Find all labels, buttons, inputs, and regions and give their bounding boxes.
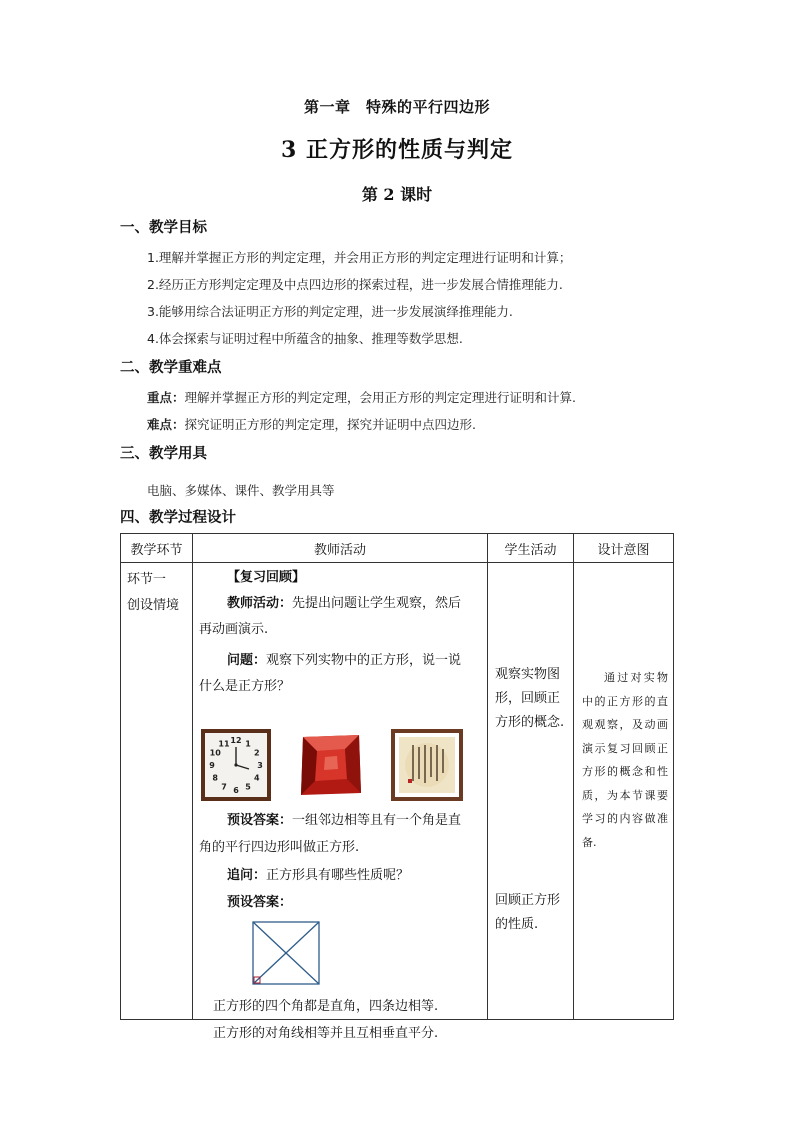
- followup-line: [227, 864, 409, 883]
- tools-heading: 三、教学用具: [120, 446, 207, 462]
- design-intent: 通过对实物中的正方形的直观观察，及动画演示复习回顾正方形的概念和性质，为本节课要学习的内容做准备.: [582, 671, 668, 849]
- header-teacher: 教师活动: [193, 534, 488, 563]
- table-row: [121, 563, 674, 1020]
- followup-label: 追问：: [227, 868, 267, 883]
- followup-text: 正方形具有哪些性质呢？: [266, 868, 410, 883]
- clock-image: [201, 729, 271, 801]
- answer2-label: 预设答案：: [227, 895, 293, 910]
- clock-number: 8: [212, 773, 218, 783]
- lesson-period: 第 2 课时: [361, 185, 433, 204]
- goal-item: 3.能够用综合法证明正方形的判定定理，进一步发展演绎推理能力.: [147, 304, 513, 319]
- clock-number: 6: [233, 786, 239, 795]
- header-intent: 设计意图: [574, 534, 674, 563]
- process-table: [120, 533, 674, 1041]
- property-2: 正方形的对角线相等并且互相垂直平分.: [213, 1026, 439, 1041]
- goal-item: 1.理解并掌握正方形的判定定理，并会用正方形的判定定理进行证明和计算；: [147, 250, 572, 265]
- stage-name: 创设情境: [127, 598, 180, 613]
- difficulty-line: [147, 415, 476, 433]
- clock-number: 7: [221, 782, 227, 792]
- focus-line: [147, 388, 576, 406]
- clock-number: 2: [254, 748, 260, 758]
- goals-heading: 一、教学目标: [120, 220, 207, 236]
- answer-line: [227, 809, 461, 828]
- header-stage: 教学环节: [121, 534, 193, 563]
- process-heading: 四、教学过程设计: [120, 510, 236, 526]
- answer-label: 预设答案：: [227, 813, 293, 828]
- intent-cell: [574, 563, 674, 1020]
- difficulty-text: 探究证明正方形的判定定理，探究并证明中点四边形.: [184, 417, 476, 432]
- tools-text: 电脑、多媒体、课件、教学用具等: [147, 483, 335, 498]
- student-activity-1: 观察实物图形，回顾正方形的概念.: [495, 667, 565, 730]
- header-student: 学生活动: [488, 534, 574, 563]
- clock-number: 4: [254, 773, 260, 783]
- question-line: [227, 649, 461, 668]
- lesson-title: 3 正方形的性质与判定: [281, 137, 513, 163]
- student-activity-2: 回顾正方形的性质.: [495, 893, 561, 932]
- focus-label: 重点：: [147, 390, 185, 405]
- answer-text: 一组邻边相等且有一个角是直: [292, 813, 462, 828]
- square-diagram: [252, 921, 320, 985]
- activity-text-cont: 再动画演示.: [199, 622, 269, 637]
- answer-text-cont: 角的平行四边形叫做正方形.: [199, 840, 360, 855]
- gem-image: [297, 729, 365, 801]
- activity-text: 先提出问题让学生观察，然后: [292, 596, 462, 611]
- key-points-heading: 二、教学重难点: [120, 360, 222, 376]
- clock-number: 3: [257, 761, 263, 770]
- clock-number: 12: [230, 736, 242, 745]
- review-label: 【复习回顾】: [227, 570, 306, 585]
- table-header-row: [121, 534, 674, 563]
- clock-number: 11: [218, 739, 230, 749]
- property-1: 正方形的四个角都是直角，四条边相等.: [213, 999, 439, 1014]
- question-text-cont: 什么是正方形？: [199, 679, 291, 694]
- student-cell: [488, 563, 574, 1020]
- clock-number: 10: [209, 748, 221, 758]
- chapter-title: 第一章 特殊的平行四边形: [303, 98, 490, 116]
- focus-text: 理解并掌握正方形的判定定理，会用正方形的判定定理进行证明和计算.: [184, 390, 576, 405]
- stage-number: 环节一: [127, 572, 167, 587]
- clock-number: 1: [245, 739, 251, 749]
- goal-item: 4.体会探索与证明过程中所蕴含的抽象、推理等数学思想.: [147, 331, 463, 346]
- activity-label: 教师活动：: [227, 596, 293, 611]
- difficulty-label: 难点：: [147, 417, 185, 432]
- question-label: 问题：: [227, 653, 267, 668]
- stage-cell: [121, 563, 193, 1020]
- calligraphy-image: [391, 729, 463, 801]
- teacher-cell: [193, 563, 488, 1041]
- goal-item: 2.经历正方形判定定理及中点四边形的探索过程，进一步发展合情推理能力.: [147, 277, 563, 292]
- teacher-activity-line: [227, 592, 461, 611]
- question-text: 观察下列实物中的正方形，说一说: [266, 653, 462, 668]
- clock-number: 5: [245, 782, 251, 792]
- clock-number: 9: [209, 761, 215, 770]
